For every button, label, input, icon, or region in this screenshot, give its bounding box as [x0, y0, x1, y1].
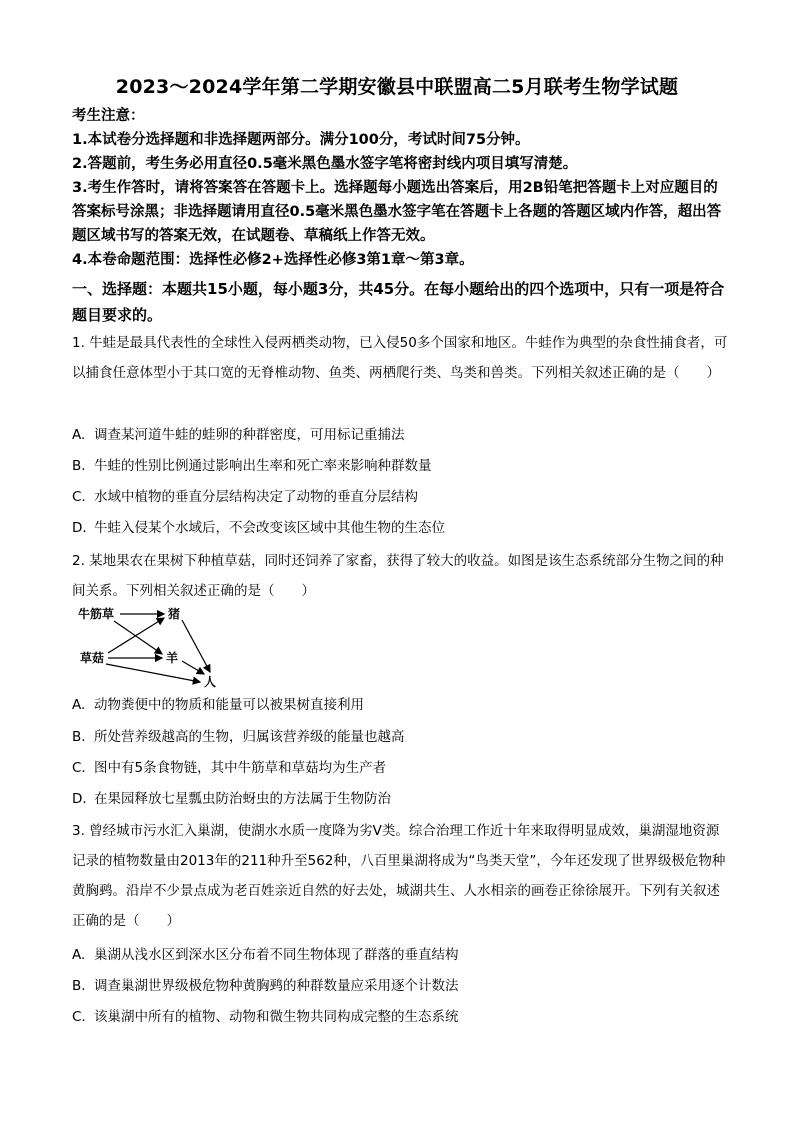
option-letter: A. [72, 947, 86, 963]
option-text: 所处营养级越高的生物，归属该营养级的能量也越高 [94, 729, 405, 745]
option-letter: C. [72, 760, 86, 776]
arrow-zhu-ren [182, 620, 210, 672]
question-2-stem [72, 546, 732, 606]
option-3a [72, 945, 712, 965]
arrow-yang-ren [182, 661, 204, 674]
exam-title: 2023～2024学年第二学期安徽县中联盟高二5月联考生物学试题 [115, 76, 679, 98]
option-text: 水域中植物的垂直分层结构决定了动物的垂直分层结构 [94, 489, 418, 505]
notice-item: 1.本试卷分选择题和非选择题两部分。满分100分，考试时间75分钟。 [72, 132, 530, 148]
option-2b [72, 727, 712, 747]
option-text: 在果园释放七星瓢虫防治蚜虫的方法属于生物防治 [94, 791, 391, 807]
node-niujincao: 牛筋草 [78, 607, 115, 621]
option-letter: B. [72, 978, 86, 994]
option-letter: D. [72, 520, 87, 536]
question-stem: 2. 某地果农在果树下种植草菇，同时还饲养了家畜，获得了较大的收益。如图是该生态系统部分生物之间的种间关系。下列相关叙述正确的是（ ） [72, 553, 724, 599]
question-3-stem [72, 816, 732, 936]
option-1d [72, 518, 712, 538]
option-3b [72, 976, 712, 996]
notice-item: 3.考生作答时，请将答案答在答题卡上。选择题每小题选出答案后，用2B铅笔把答题卡上对应题目的答案标号涂黑；非选择题请用直径0.5毫米黑色墨水签字笔在答题卡上各题的答题区域内作答，超出答题区域书写的答案无效，在试题卷、草稿纸上作答无效。 [72, 180, 722, 244]
node-yang: 羊 [166, 651, 179, 665]
section-instructions: 一、选择题：本题共15小题，每小题3分，共45分。在每小题给出的四个选项中，只有一项是符合题目要求的。 [72, 280, 725, 324]
option-text: 该巢湖中所有的植物、动物和微生物共同构成完整的生态系统 [94, 1009, 459, 1025]
option-text: 图中有5条食物链，其中牛筋草和草菇均为生产者 [94, 760, 387, 776]
option-2d [72, 789, 712, 809]
option-letter: C. [72, 1009, 86, 1025]
option-letter: B. [72, 729, 86, 745]
node-zhu: 猪 [168, 607, 181, 621]
option-1a [72, 425, 712, 445]
option-letter: D. [72, 791, 87, 807]
option-text: 调查巢湖世界级极危物种黄胸鹀的种群数量应采用逐个计数法 [94, 978, 459, 994]
arrow-niujincao-yang [114, 621, 162, 654]
notice-heading: 考生注意： [72, 108, 145, 124]
option-text: 牛蛙入侵某个水域后，不会改变该区域中其他生物的生态位 [94, 520, 445, 536]
node-ren: 人 [204, 675, 217, 689]
option-letter: A. [72, 697, 86, 713]
option-1b [72, 456, 712, 476]
node-caogu: 草菇 [80, 651, 105, 665]
option-3c [72, 1007, 712, 1027]
notice-item: 2.答题前，考生务必用直径0.5毫米黑色墨水签字笔将密封线内项目填写清楚。 [72, 156, 578, 172]
food-web-diagram [78, 606, 248, 690]
option-1c [72, 487, 712, 507]
question-stem: 3. 曾经城市污水汇入巢湖，使湖水水质一度降为劣Ⅴ类。综合治理工作近十年来取得明显成效，巢湖湿地资源记录的植物数量由2013年的211种升至562种，八百里巢湖将成为“鸟类天堂”，今年还发现了世界级极危物种黄胸鹀。沿岸不少景点成为老百姓亲近自然的好去处，城湖共生、人水相亲的画卷正徐徐展开。下列有关叙述正确的是（ ） [72, 823, 726, 929]
option-letter: A. [72, 427, 86, 443]
option-text: 调查某河道牛蛙的蛙卵的种群密度，可用标记重捕法 [94, 427, 405, 443]
question-stem: 1. 牛蛙是最具代表性的全球性入侵两栖类动物，已入侵50多个国家和地区。牛蛙作为典型的杂食性捕食者，可以捕食任意体型小于其口宽的无脊椎动物、鱼类、两栖爬行类、鸟类和兽类。下列相关叙述正确的是（ ） [72, 335, 728, 381]
option-text: 牛蛙的性别比例通过影响出生率和死亡率来影响种群数量 [94, 458, 432, 474]
section-heading [72, 276, 732, 328]
option-text: 巢湖从浅水区到深水区分布着不同生物体现了群落的垂直结构 [94, 947, 459, 963]
option-letter: B. [72, 458, 86, 474]
option-letter: C. [72, 489, 86, 505]
arrow-caogu-ren [106, 664, 200, 682]
food-web-svg [78, 606, 248, 690]
question-1-stem [72, 328, 732, 388]
option-2c [72, 758, 712, 778]
option-2a [72, 695, 712, 715]
notice-item: 4.本卷命题范围：选择性必修2+选择性必修3第1章～第3章。 [72, 252, 474, 268]
notice-block [72, 104, 732, 272]
option-text: 动物粪便中的物质和能量可以被果树直接利用 [94, 697, 364, 713]
